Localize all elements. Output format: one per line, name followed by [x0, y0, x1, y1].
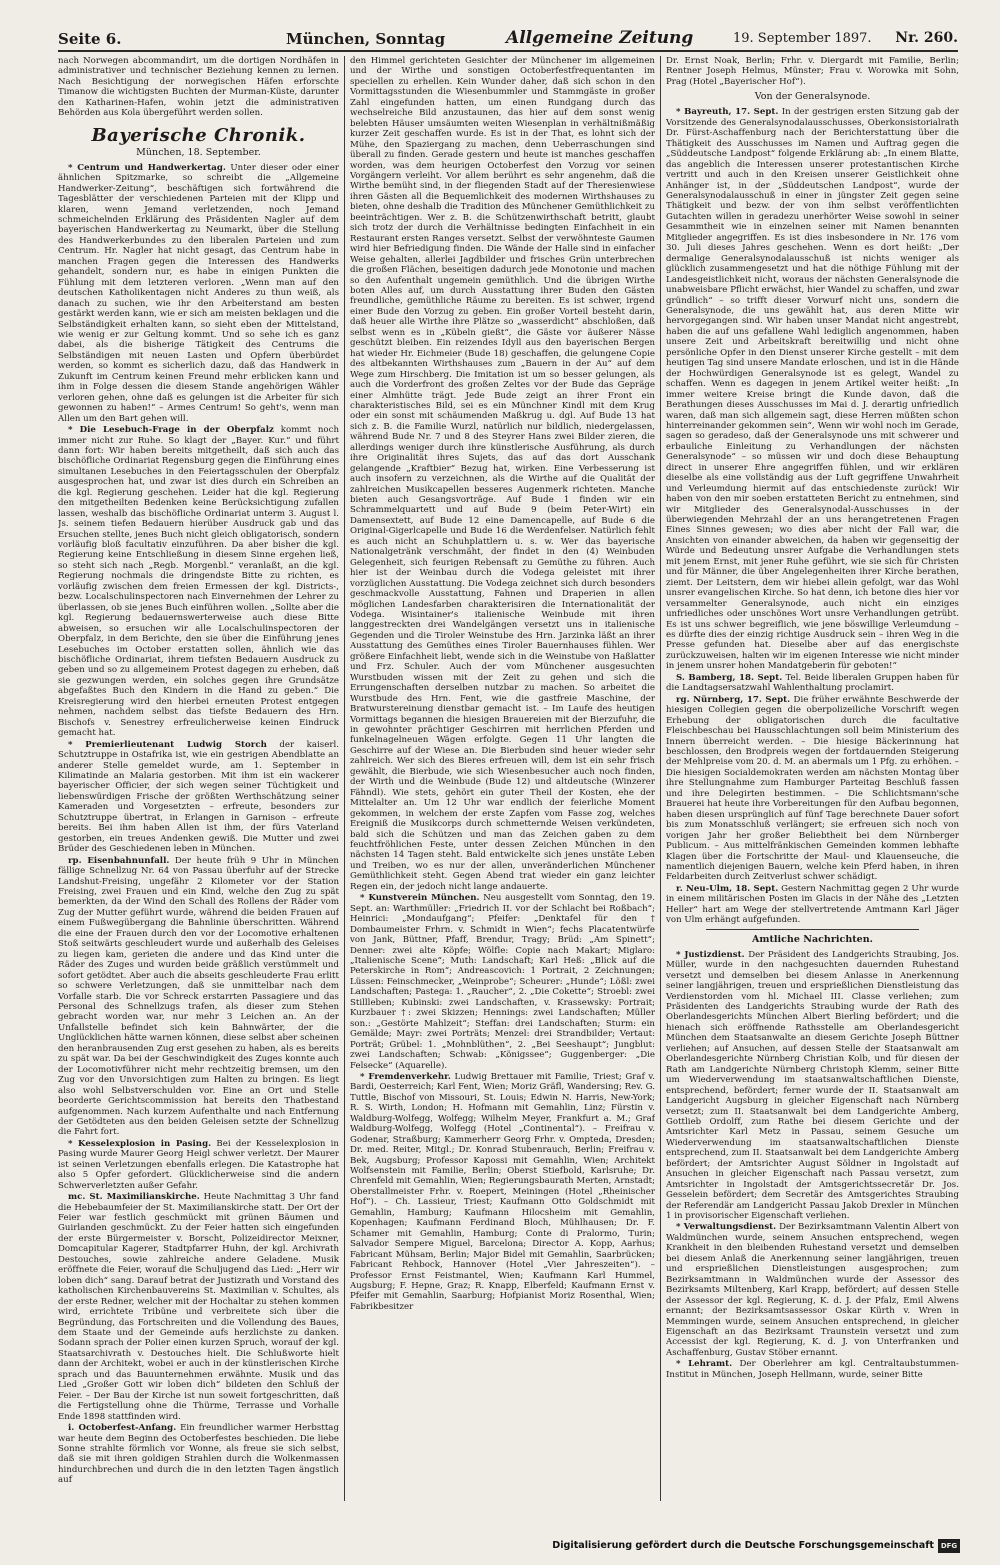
- item-text: Gestern Nachmittag gegen 2 Uhr wurde in einem militärischen Posten im Glacis in der Nähe des „Letzten Heller“ hart am Wege der stellvertretende Amtmann Karl Jäger von Ulm erhängt aufgefunden.: [666, 883, 959, 926]
- item-lead: rp. Eisenbahnunfall.: [68, 855, 170, 866]
- item-lead: * Bayreuth, 17. Sept.: [676, 107, 779, 118]
- column-divider: [660, 56, 661, 1501]
- news-item: [58, 163, 339, 424]
- item-text: Die früher erwähnte Beschwerde der hiesigen Collegien gegen die oberpolizeiliche Vorschrift wegen Erhebung der obligatorischen durch die facultative Fleischbeschau bei Hausschlachtungen soll beim Ministerium des Innern überreicht werden. – Die hiesige Bäckerinnung hat beschlossen, den Brodpreis wegen der fortdauernden Steigerung der Mehlpreise vom 20. d. M. an abermals um 1 Pfg. zu erhöhen. – Die hiesigen Socialdemokraten werden am nächsten Montag über ihre Stellungnahme zum Hamburger Parteitag Beschluß fassen und ihre Delegirten bestimmen. – Die Schlichtsmann'sche Brauerei hat heute ihre Vorbereitungen für den Aufbau begonnen, haben diesen ursprünglich auf fünf Tage berechnete Dauer sofort bis zum Monatsschluß verlängert; sie erfreuen sich noch von vorigen Jahr her großer Beliebtheit bei dem Nürnberger Publicum. – Aus mittelfränkischen Gemeinden kommen lebhafte Klagen über die Fortschritte der Maul- und Klauenseuche, die namentlich diejenigen Bauern, welche kein Pferd haben, in ihren Feldarbeiten durch Zeitverlust schwer schädigt.: [666, 694, 959, 883]
- separator-rule: [706, 929, 919, 930]
- news-item: [58, 1139, 339, 1191]
- item-lead: S. Bamberg, 18. Sept.: [676, 672, 783, 683]
- news-item: [666, 950, 959, 1222]
- news-item: [58, 856, 339, 1138]
- news-item: [58, 425, 339, 739]
- item-text: Tel. Beide liberalen Gruppen haben für die Landtagsersatzwahl Wahlenthaltung proclamirt.: [666, 672, 959, 694]
- item-text: Der heute früh 9 Uhr in München fällige Schnellzug Nr. 64 von Passau überfuhr auf der Strecke Landshut-Freising, ungefähr 2 Kilometer vor der Station Freising, zwei Frauen und ein Kind, welche den Zug zu spät bemerkten, da der Wind den Schall des Rollens der Räder vom Zug der Mutter geführt wurde, während die beiden Frauen auf einem Fußwegübergang die Bahnlinie überschritten. Während die eine der Frauen durch den vor der Locomotive erhaltenen Stoß seitwärts geschleudert wurde und außerhalb des Geleises zu liegen kam, gerieten die andere und das Kind unter die Räder des Zuges und wurden beide gräßlich verstümmelt und sofort getödtet. Aber auch die abseits geschleuderte Frau erlitt so schwere Verletzungen, daß sie unmittelbar nach dem Vorfalle starb. Die vor Schreck erstarrten Passagiere und das Personal des Schnellzugs trafen, als dieser zum Stehen gebracht worden war, nur mehr 3 Leichen an. An der Unfallstelle befindet sich kein Bahnwärter, der die Unglücklichen hätte warnen können, diese selbst aber scheinen den heranbrausenden Zug erst gesehen zu haben, als es bereits zu spät war. Da bei der Geschwindigkeit des Zuges konnte auch der Locomotivführer nicht mehr rechtzeitig bremsen, um den Zug vor den Unvorsichtigen zum Halten zu bringen. Es liegt also wohl Selbstverschulden vor. Eine an Ort und Stelle beorderte Gerichtscommission hat bereits den Thatbestand aufgenommen. Nach kurzem Aufenthalte und nach Entfernung der Getödteten aus den beiden Geleisen setzte der Schnellzug die Fahrt fort.: [58, 855, 339, 1138]
- news-item: [350, 893, 655, 1071]
- item-lead: * Centrum und Handwerkertag.: [68, 162, 226, 173]
- column-3: [666, 56, 959, 1501]
- news-item: [666, 673, 959, 694]
- news-item: [666, 1359, 959, 1380]
- section-heading: Bayerische Chronik.: [91, 124, 306, 146]
- issue-date: 19. September 1897.: [733, 31, 872, 46]
- item-lead: * Premierlieutenant Ludwig Storch: [68, 739, 267, 750]
- item-text: Unter dieser oder einer ähnlichen Spitzmarke, so schreibt die „Allgemeine Handwerker-Zeitung“, beschäftigen sich fortwährend die Tagesblätter der verschiedenen Parteien mit der Klipp und klaren, wenn Jemand verletzenden, noch Jemand schmeichelnden Erklärung des Präsidenten Nagler auf dem bayerischen Handwerkertag zu Neumarkt, über die Stellung des Handwerkerbundes zu den liberalen Parteien und zum Centrum. Hr. Nagler hat nicht gesagt, das Centrum habe in manchen Fragen gegen die Interessen des Handwerks gehandelt, sondern nur, es habe in einigen Punkten die Fühlung mit dem letzteren verloren. „Wenn man auf den deutschen Katholikentagen nicht Anderes zu thun weiß, als danach zu suchen, wie ihr den Arbeiterstand am besten gestärkt werden kann, wie er sich am meisten beklagen und die Selbständigkeit erhalten kann, so sieht eben der Mittelstand, wie wenig er zur Geltung kommt. Und so sehe ich es ganz dabei, als die bisherige Tätigkeit des Centrums die Selbständigen mit neuen Lasten und Opfern überbürdet werden, so kommt es sicherlich dazu, daß das Handwerk in Zukunft im Centrum keinen Freund mehr erblicken kann und ihm in Folge dessen die diesem Stande angehörigen Wähler verloren gehen, ohne daß es gelungen ist die Arbeiter für sich gewonnen zu haben!“ – Armes Centrum! So geht's, wenn man Allen um den Bart gehen will.: [58, 162, 339, 424]
- item-text: Neu ausgestellt vom Sonntag, den 19. Sept. an: Warthmüller: „Friedrich II. vor der Schlacht bei Roßbach“; Heinrici: „Mondaufgang“; Pfeifer: „Denktafel für den † Dombaumeister Frhrn. v. Schmidt in Wien“; fechs Placatentwürfe von Jank, Büttner, Pfaff, Brendur, Tragy; Brüd: „Am Spinett“; Denner: zwei alte Köpfe; Wölfle: Copie nach Makart; Miglaro: „Italienische Scene“; Muth: Landschaft; Karl Heß: „Blick auf die Peterskirche in Rom“; Andreascovich: 1 Portrait, 2 Zeichnungen; Lüssen: Feinschmecker, „Weinprobe“; Scheurer: „Hunde“; Lößl: zwei Landschaften; Pastega: 1. „Raucher“, 2. „Die Cokette“; Stroebl: zwei Stillleben; Kubinski: zwei Landschaften, v. Krassewsky: Portrait; Kurzbauer †: zwei Skizzen; Hennings: zwei Landschaften; Müller son.: „Gestörte Mahlzeit“; Steffan: drei Landschaften; Sturm: ein Gemälde; Mayr: zwei Porträts; Menzel: drei Strandbilder; Vertaut: Porträt; Grübel: 1. „Mohnblüthen“, 2. „Bei Seeshaupt“; Jungblut: zwei Landschaften; Schwab: „Königssee“; Guggenberger: „Die Felsecke“ (Aquarelle).: [350, 893, 655, 1071]
- item-text: Der Präsident des Landgerichts Straubing, Jos. Müller, wurde in den nachgesuchten dauernden Ruhestand versetzt und demselben bei diesem Anlasse in Anerkennung seiner langjährigen, treuen und ersprießlichen Dienstleistung das Verdienstorden vom hl. Michael III. Classe verliehen; zum Präsidenten des Landgerichts Straubing wurde der Rath des Oberlandesgerichts München Albert Bierling befördert; und die hienach sich eröffnende Rathsstelle am Oberlandesgericht München dem Staatsanwalte an diesem Gerichte Joseph Büttner verliehen; auf Ansuchen, auf dessen Stelle der Staatsanwalt am Oberlandesgerichte Nürnberg Christian Kolb, und für diesen der Rath am Landgerichte Nürnberg Christoph Klemm, seiner Bitte um Wiederverwendung im staatsanwaltschaftlichen Dienste, entsprechend, befördert; ferner wurde der II. Staatsanwalt am Landgericht Augsburg in gleicher Eigenschaft nach Nürnberg versetzt; zum II. Staatsanwalt bei dem Landgerichte Amberg, Gottlieb Ordolff, zum Rathe bei diesem Gerichte und der Amtsrichter Karl Metz in Passau, seinem Gesuche um Wiederverwendung im staatsanwaltschaftlichen Dienste entsprechend, zum II. Staatsanwalt bei dem Landgerichte Amberg befördert; der Amtsrichter August Söldner in Ingolstadt auf Ansuchen in gleicher Eigenschaft nach Passau versetzt, zum Amtsrichter in Ingolstadt der Amtsgerichtssecretär Dr. Jos. Gesselein befördert; dem Secretär des Amtsgerichtes Straubing der Referendär am Landgericht Passau Jakob Drexler in München 1 in provisorischer Eigenschaft verliehen.: [666, 949, 959, 1222]
- item-lead: r. Neu-Ulm, 18. Sept.: [676, 883, 779, 894]
- column-2: [350, 56, 655, 1501]
- news-item: [350, 1072, 655, 1312]
- news-item: [666, 695, 959, 883]
- item-lead: i. Octoberfest-Anfang.: [68, 1423, 177, 1434]
- item-text: In der gestrigen ersten Sitzung gab der Vorsitzende des Generalsynodalausschusses, Oberkonsistorialrath Dr. Fürst-Aschaffenburg nach der Berichterstattung über die Thätigkeit des Ausschusses im Namen und Auftrag gegen die „Süddeutsche Landpost“ folgende Erklärung ab: „In einem Blatte, das angeblich die Interessen unserer protestantischen Kirche vertritt und auch in den Kreisen unserer Geistlichkeit ohne Anhänger ist, in der „Süddeutschen Landpost“, wurde der Generalsynodalausschuß in einer in jüngster Zeit gegen seine Thätigkeit und bezw. der von ihm selbst veröffentlichten Gutachten willen in geradezu unerhörter Weise sowohl in seiner Gesammtheit wie in einzelnen seiner mit Namen benannten Mitglieder angegriffen. Es ist dies insbesondere in Nr. 176 vom 30. Juli dieses Jahres geschehen. Wenn es dort heißt: „Der dermalige Generalsynodalausschuß ist nichts weniger als glücklich zusammengesetzt und hat die nöthige Fühlung mit der Landesgeistlichkeit nicht, woraus der nächsten Generalsynode die unabweisbare Pflicht erwächst, hier Wandel zu schaffen, und zwar gründlich“ – so trifft dieser Vorwurf nicht uns, sondern die Generalsynode, die uns gewählt hat, aus deren Mitte wir hervorgegangen sind. Wir haben unser Mandat nicht angestrebt, haben die auf uns gefallene Wahl lediglich angenommen, haben unsere Zeit und Arbeitskraft bereitwillig und nicht ohne persönliche Opfer in den Dienst unserer Kirche gestellt – mit dem heutigen Tag sind unsere Mandate erloschen, und ist in die Hände der Hochwürdigen Generalsynode ist es gelegt, Wandel zu schaffen. Wenn es dagegen in jenem Artikel weiter heißt: „In immer weitere Kreise bringt die Kunde davon, daß die Berathungen dieses Ausschusses im Mai d. J. derartig unfriedlich waren, daß man sich allgemein sagt, diese Herren müßten schon hinterreinander gekommen sein“, Wenn wir wohl noch im Gerade, sagen so geradeso, daß der Generalsynode uns mit schwerer und erbauliche Einleitung zu Verhandlungen der nächsten Generalsynode“ – so müssen wir und doch diese Behauptung direct in unserer Ehre angegriffen fühlen, und wir erklären dieselbe als eine vollständig aus der Luft gegriffene Unwahrheit und Verleumdung hiermit auf das entschiedenste zurück! Wir haben von den mir soeben erstatteten Bericht zu entnehmen, sind wir Mitglieder des Generalsynodal-Ausschusses in der überwiegenden Mehrzahl der an uns herangetretenen Fragen Eines Sinnes gewesen; wo dies aber nicht der Fall war, die Ansichten von einander abweichen, da haben wir gegenseitig der Würde und Bedeutung unsrer Aufgabe die Verhandlungen stets mit jenem Ernst, mit jener Ruhe geführt, wie sie sich für Christen und für Männer, die über Angelegenheiten ihrer Kirche berathen, ziemt. Der Leitstern, dem wir hiebei allein gefolgt, war das Wohl unsrer evangelischen Kirche. So hat denn, ich betone dies hier vor versammelter Generalsynode, auch nicht ein einziges unfriedliches oder unschönes Wort unsre Verhandlungen getrübt. Es ist uns schwer begreiflich, wie jene böswillige Verleumdung – es dürfte dies der einzig richtige Ausdruck sein – ihren Weg in die Presse gefunden hat. Dieselbe aber auf das energischste zurückzuweisen, halten wir im eigenen Interesse wie nicht minder in jenem unsrer hohen Mandatgeberin für geboten!“: [666, 107, 959, 672]
- item-text: Der Bezirksamtmann Valentin Albert von Waldmünchen wurde, seinem Ansuchen entsprechend, wegen Krankheit in den bleibenden Ruhestand versetzt und demselben bei diesem Anlaß die Anerkennung seiner langjährigen, treuen und ersprießlichen Dienstleistungen ausgesprochen; zum Bezirksamtmann in Waldmünchen wurde der Assessor des Bezirksamts Miltenberg, Karl Krapp, befördert; auf dessen Stelle der Assessor der kgl. Regierung, K. d. J. der Pfalz, Emil Alwens ernannt; der Bezirksamtsassessor Oskar Kürth v. Wren in Memmingen wurde, seinem Ansuchen entsprechend, in gleicher Eigenschaft an das Bezirksamt Traunstein versetzt und zum Accessist der kgl. Regierung, K. d. J. von Unterfranken und Aschaffenburg, Gustav Stöber ernannt.: [666, 1222, 959, 1358]
- item-text: Der Oberlehrer am kgl. Centraltaubstummen-Institut in München, Joseph Hellmann, wurde, seiner Bitte: [666, 1359, 959, 1380]
- article-text: den Himmel gerichteten Gesichter der Münchener im allgemeinen und der Wirthe und sonstigen Octoberfestfrequentanten im speciellen zu erhellen. Kein Wunder daher, daß sich schon in den Vormittagsstunden die Wiesenbummler und Stammgäste in großer Zahl eingefunden hatten, um einen Rundgang durch das wechselreiche Bild anzustaunen, das hier auf dem sonst wenig belebten Häuser umsäumten weiten Wiesenplan in verhältnißmäßig kurzer Zeit geschaffen wurde. Es ist in der That, es lohnt sich der Mühe, den Spaziergang zu machen, denn Ueberraschungen sind überall zu finden. Gerade gestern und heute ist manches geschaffen worden, was dem heurigen Octoberfest den Vorzug vor seinen Vorgängern verleiht. Vor allem berührt es sehr angenehm, daß die Wirthe bemüht sind, in der fliegenden Stadt auf der Theresienwiese ihren Gästen all die Bequemlichkeit des modernen Wirthshauses zu bieten, ohne deshalb die Tradition des Münchener Gemüthlichkeit zu beeinträchtigen. Wer z. B. die Schützenwirthschaft betritt, glaubt sich trotz der durch die Verhältnisse bedingten Einfachheit in ein Restaurant ersten Ranges versetzt. Selbst der verwöhnteste Gaumen wird hier Befriedigung finden. Die Wände der Halle sind in einfacher Weise gehalten, allerlei Jagdbilder und frisches Grün unterbrechen die großen Flächen, beseitigen dadurch jede Monotonie und machen so den Aufenthalt ungemein gemüthlich. Und die übrigen Wirthe boten Alles auf, um durch Ausstattung ihrer Buden den Gästen freundliche, gemüthliche Räume zu bereiten. Es ist schwer, irgend einer Bude den Vorzug zu geben. Ein großer Vorteil besteht darin, daß heuer alle Wirthe ihre Plätze so „wasserdicht“ abschloßen, daß selbst wenn es in „Kübeln gießt“, die Gäste vor äußerer Nässe geschützt bleiben. Ein reizendes Idyll aus den bayerischen Bergen hat wieder Hr. Eichmeier (Bude 18) geschaffen, die gelungene Copie des altbekannten Wirthshauses zum „Bauern in der Au“ auf dem Wege zum Hirschberg. Die Imitation ist um so besser gelungen, als auch die Vorderfront des großen Zeltes vor der Bude das Gepräge einer Almhütte trägt. Jede Bude zeigt an ihrer Front ein charakteristisches Bild, sei es ein Münchner Kindl mit dem Krug oder ein sonst mit schäumenden Maßkrug u. dgl. Auf Bude 13 hat sich z. B. die Familie Wurzl, natürlich nur bildlich, niedergelassen, während Bude Nr. 7 und 8 des Steyrer Hans zwei Bilder zieren, die allerdings weniger durch ihre künstlerische Ausführung, als durch ihre Originalität ihres Sujets, das auf das dort Ausschank gelangende „Kraftbier“ Bezug hat, wirken. Eine Verbesserung ist auch insofern zu verzeichnen, als die Wirthe auf die Qualität der zahlreichen Musikcapellen besseres Augenmerk richteten. Manche bieten auch Gesangsvorträge. Auf Bude 1 finden wir ein Schrammelquartett und auf Bude 9 (beim Peter-Wirt) ein Damensextett, auf Bude 12 eine Damencapelle, auf Bude 6 die Original-Gigerlcapelle und Bude 16 die Werdenfelser. Natürlich fehlt es auch nicht an Schuhplattlern u. s. w. Wer das bayerische Nationalgetränk verschmäht, der findet in den (4) Weinbuden Gelegenheit, sich feurigen Rebensaft zu Gemüthe zu führen. Auch hier ist der Weinbau durch die Vodega geleistet mit ihrer vorzüglichen Ausstattung. Die Vodega zeichnet sich durch besonders geschmackvolle Ausstattung, Fahnen und Draperien in allen möglichen Landesfarben charakterisiren die Internationalität der Vodega. Wisintainer's italienische Weinbude mit ihren langgestreckten drei Wandelgängen versetzt uns in italienische Gegenden und die Tiroler Weinstube des Hrn. Jarzinka läßt an ihrer Ausstattung des Gemüthes eines Tiroler Bauernhauses fühlen. Wer größere Einfachheit liebt, wende sich in die Weinstube von Haßlatter und Frz. Schuler. Auch der vom Münchener ausgesuchten Wurstbuden wissen mit der Zeit zu gehen und sich die Errungenschaften derselben nutzbar zu machen. So arbeitet die Wurstbude des Hrn. Fent, wie die gastfreie Maschine, der Bratwurstereinung dienstbar gemacht ist. – Im Laufe des heutigen Vormittags begannen die hiesigen Brauereien mit der Bierzufuhr, die in gewohnter prächtiger Geschirren mit herrlichen Pferden und funkelnagelneuen Wägen erfolgte. Gegen 11 Uhr langten die Geschirre auf der Wiese an. Die Bierbuden sind heuer wieder sehr zahlreich. Wer sich des Bieres erfreuen will, dem ist ein sehr frisch gewählt, die Bierbude, wie sich Wiesenbesucher auch noch finden, der Wirth und die Weinbude (Bude 12) und altdeutsche (Winzerer Fähndl). Wie stets, gehört ein guter Theil der Kosten, ehe der Mittelalter an. Um 12 Uhr war endlich der feierliche Moment gekommen, in welchem der erste Zapfen vom Fasse zog, welches Ereigniß die Musikcorps durch schmetternde Weisen verkündeten, bald sich die Schützen und man das Zeichen gaben zu dem feuchtfröhlichen Feste, unter dessen Zeichen München in den nächsten 14 Tagen steht. Bald entwickelte sich jenes unstäte Leben und Treiben, wo es nur der allen, unveränderlichen Münchener Gemüthlichkeit steht. Gegen Abend trat wieder ein ganz leichter Regen ein, der jedoch nicht lange andauerte.: [350, 56, 655, 892]
- newspaper-title: Allgemeine Zeitung: [506, 28, 694, 48]
- subsection-heading: Amtliche Nachrichten.: [752, 933, 873, 945]
- item-text: Ludwig Brettauer mit Familie, Triest; Graf v. Bardi, Oesterreich; Karl Fent, Wien; Moriz Gräfl, Wandersing; Rev. G. Tuttle, Bischof von Missouri, St. Louis; Edwin N. Harris, New-York; R. S. Wirth, London; H. Hofmann mit Gemahlin, Linz; Fürstin v. Waldburg-Wolfegg, Wolfegg; Wilhelm Meyer, Frankfurt a. M.; Graf Waldburg-Wolfegg, Wolfegg (Hotel „Continental“). – Freifrau v. Godenar, Straßburg; Kammerherr Georg Frhr. v. Ompteda, Dresden; Dr. med. Reiter, Mitgl.; Dr. Konrad Stubenrauch, Berlin; Freifrau v. Bek, Augsburg; Professor Kapossi mit Gemahlin, Wien; Architekt Wolfsenstein mit Familie, Berlin; Oberst Stiefbold, Karlsruhe; Dr. Chrenfeld mit Gemahlin, Wien; Regierungsbaurath Merten, Arnstadt; Oberstallmeister Frhr. v. Roepert, Meiningen (Hotel „Rheinischer Hof“). – Ch. Lassieur, Triest; Kaufmann Otto Goldschmidt mit Gemahlin, Hamburg; Kaufmann Hilocsheim mit Gemahlin, Kopenhagen; Kaufmann Ferdinand Bloch, Mühlhausen; Dr. F. Schamer mit Gemahlin, Hamburg; Conte di Pralormo, Turin; Salvador Sempere Miguel, Barcelona; Director A. Kopp, Aarhus; Fabricant Mühsam, Berlin; Major Bidel mit Gemahlin, Saarbrücken; Fabricant Rehbock, Hannover (Hotel „Vier Jahreszeiten“). – Professor Ernst Feistmantel, Wien; Kaufmann Karl Hummel, Augsburg; F. Hepne, Graz; R. Knapp, Elberfeld; Kaufmann Ernst v. Pfeifer mit Gemahlin, Saarburg; Hofpianist Moriz Rosenthal, Wien; Fabrikbesitzer: [350, 1071, 655, 1312]
- place-and-day: München, Sonntag: [286, 30, 446, 48]
- news-item: [666, 1222, 959, 1358]
- article-text: Dr. Ernst Noak, Berlin; Frhr. v. Diergardt mit Familie, Berlin; Rentner Joseph Helmus, Münster; Frau v. Worowka mit Sohn, Prag (Hotel „Bayerischer Hof“).: [666, 56, 959, 87]
- item-text: Heute Nachmittag 3 Uhr fand die Hebebaumfeier der St. Maximilianskirche statt. Der Ort der Feier war festlich geschmückt mit grünen Bäumen und Guirlanden geschmückt. Zu der Feier hatten sich eingefunden der erste Bürgermeister v. Borscht, Polizeidirector Meixner, Domcapitular Kagerer, Stadtpfarrer Huhn, der kgl. Archivrath Destouches, sowie zahlreiche andere Geladene. Musik eröffnete die Feier, worauf die Schuljugend das Lied: „Herr wir loben dich“ sang. Darauf betrat der Justizrath und Vorstand des katholischen Kirchenbauvereins St. Maximilian v. Schultes, als der erste Redner, welcher mit der Hochaltar zu stehen kommen wird, errichtete Tribüne und verbreitete sich über die Begründung, das Fortschreiten und die Vollendung des Baues, dem Staate und der Gemeinde aufs herzlichste zu danken. Sodann sprach der Polier einen kurzen Spruch, worauf der kgl. Staatsarchivrath v. Destouches hielt. Die Schlußworte hielt dann der Architekt, wobei er auch in der künstlerischen Kirche sprach und das Bauunternehmen erwähnte. Musik und das Lied „Großer Gott wir loben dich“ bildeten den Schluß der Feier. – Der Bau der Kirche ist nun soweit fortgeschritten, daß die Fertigstellung ohne die Thürme, Terrasse und Vorhalle Ende 1898 stattfinden wird.: [58, 1192, 339, 1422]
- item-lead: * Fremdenverkehr.: [360, 1071, 451, 1082]
- credit-text: Digitalisierung gefördert durch die Deutsche Forschungsgemeinschaft: [552, 1540, 934, 1551]
- issue-number: Nr. 260.: [895, 30, 958, 46]
- item-text: Bei der Kesselexplosion in Pasing wurde Maurer Georg Heigl schwer verletzt. Der Maurer ist seinen Verletzungen ebenfalls erlegen. Die Katastrophe hat also 5 Opfer gefordert. Glücklicherweise sind die andern Schwerverletzten außer Gefahr.: [58, 1138, 339, 1191]
- article-text: nach Norwegen abcommandirt, um die dortigen Nordhäfen in administrativer und technischer Beziehung kennen zu lernen. Nach Besichtigung der norwegischen Häfen erforschte Timanow die wichtigsten Buchten der Murman-Küste, darunter den Katharinen-Hafen, wohin jetzt die administrativen Behörden aus Kola übergeführt werden sollen.: [58, 56, 339, 119]
- news-item: [58, 1423, 339, 1486]
- item-lead: * Kesselexplosion in Pasing.: [68, 1138, 212, 1149]
- column-1: [58, 56, 339, 1501]
- item-lead: * Justizdienst.: [676, 949, 745, 960]
- item-lead: * Lehramt.: [676, 1359, 733, 1370]
- news-item: [666, 107, 959, 671]
- masthead: [58, 28, 958, 52]
- item-text: der kaiserl. Schutztruppe in Ostafrika ist, wie ein gestrigen Abendblatte an anderer Stelle gemeldet wurde, am 1. September in Kilimatinde an Malaria gestorben. Mit ihm ist ein wackerer bayerischer Officier, der sich wegen seiner Tüchtigkeit und liebenswürdigen Frische der größten Werthschätzung seiner Kameraden und Vorgesetzten – erfreute, besonders zur Schutztruppe übertrat, in Erlangen in Garnison – erfreute bereits. Bei ihm haben Allen ist ihm, der fürs Vaterland gestorben, ein treues Andenken gewiß. Die Mutter und zwei Brüder des Geschiedenen leben in München.: [58, 739, 339, 855]
- column-divider: [344, 56, 345, 1501]
- item-lead: rg. Nürnberg, 17. Sept.: [676, 694, 791, 705]
- page-number: Seite 6.: [58, 30, 122, 48]
- digitization-credit: [552, 1539, 960, 1555]
- subsection-heading: Von der Generalsynode.: [754, 91, 871, 103]
- news-item: [666, 884, 959, 926]
- news-item: [58, 740, 339, 855]
- item-lead: * Kunstverein München.: [360, 893, 480, 904]
- item-lead: * Verwaltungsdienst.: [676, 1222, 777, 1233]
- dateline: München, 18. September.: [136, 146, 261, 158]
- news-item: [58, 1192, 339, 1422]
- item-lead: * Die Lesebuch-Frage in der Oberpfalz: [68, 425, 274, 436]
- item-text: kommt noch immer nicht zur Ruhe. So klagt der „Bayer. Kur.“ und führt dann fort: Wir haben bereits mitgetheilt, daß sich auch das bischöfliche Ordinariat Regensburg gegen die Einführung eines simultanen Lesebuches in den Feiertagsschulen der Oberpfalz ausgesprochen hat, und zwar ist dies durch ein Schreiben an die kgl. Regierung geschehen. Leider hat die kgl. Regierung den mitgetheilten Bedenken keine Berücksichtigung zufallen lassen, weshalb das bischöfliche Ordinariat unterm 3. August l. Js. seinem tiefen Bedauern hierüber Ausdruck gab und das Ersuchen stellte, jenes Buch nicht gleich obligatorisch, sondern vorläufig bloß facultativ einzuführen. Da aber bisher die kgl. Regierung keine Entschließung in diesem Sinne ergehen ließ, so steht sich nach „Regb. Morgenbl.“ veranlaßt, an die kgl. Regierung nochmals die dringendste Bitte zu richten, es vorläufig zwischen dem freien Ermessen der kgl. Districts-, bezw. Localschulinspectoren nach Einvernehmen der Lehrer zu überlassen, ob sie jenes Buch einführen wollen. „Sollte aber die kgl. Regierung bedauernswerterweise auch diese Bitte abweisen, so ersuchen wir alle Localschulinspectoren der Oberpfalz, in dem Berichte, den sie über die Einführung jenes Lesebuches im October erstatten sollen, ähnlich wie das bischöfliche Ordinariat, ihrem tiefsten Bedauern Ausdruck zu geben und so zu allgemeinem Protest dagegen zu erheben, daß sie gezwungen werden, ein solches gegen ihre Grundsätze abgefaßtes Buch den Kindern in die Hand zu geben.“ Die Kreisregierung wird den hierbei erneuten Protest entgegen nehmen, nachdem selbst das tiefste Bedauern des Hrn. Bischofs v. Senestrey erfreulicherweise keinen Eindruck gemacht hat.: [58, 425, 339, 739]
- dfg-logo: DFG: [938, 1539, 960, 1553]
- item-lead: mc. St. Maximilianskirche.: [68, 1192, 200, 1203]
- item-text: Ein freundlicher warmer Herbsttag war heute dem Beginn des Octoberfestes beschieden. Die liebe Sonne strahlte förmlich vor Wonne, als freue sie sich selbst, daß sie mit ihren goldigen Strahlen durch die Wolkenmassen hindurchbrechen und durch die in den letzten Tagen ängstlich auf: [58, 1423, 339, 1486]
